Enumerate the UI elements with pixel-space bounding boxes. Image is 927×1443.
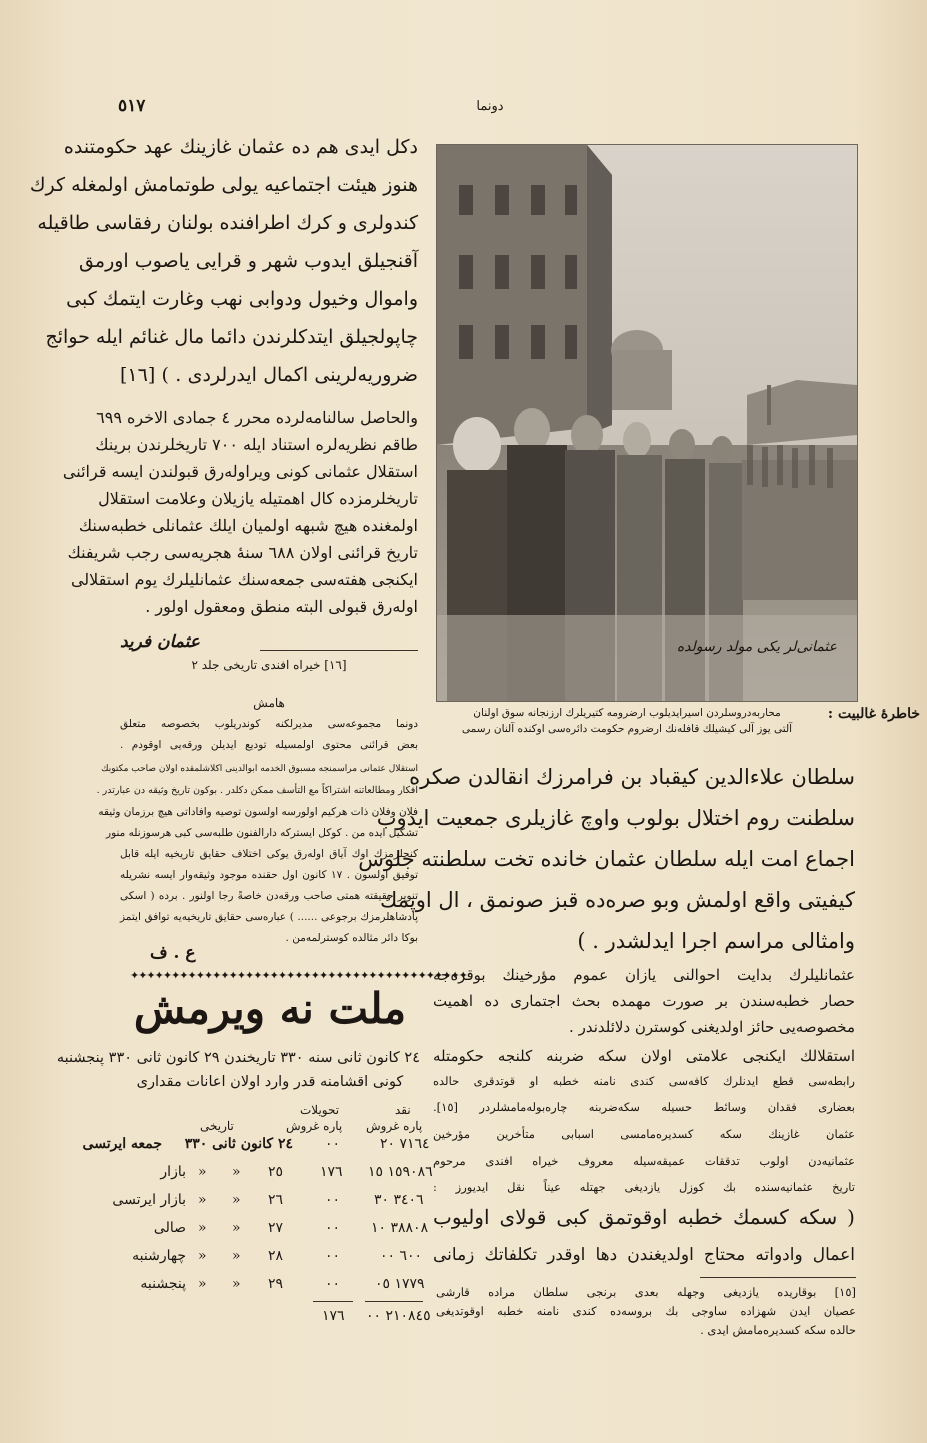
photograph bbox=[436, 144, 858, 702]
cell-naqd: ٦٠٠ ٠٠ bbox=[380, 1248, 423, 1264]
footnote-rule bbox=[700, 1277, 856, 1278]
caption-line: محاربه‌دروسلردن اسیرایدیلوب ارضرومه کتیریلرك ارزنجانه سوق اولنان bbox=[473, 707, 781, 719]
text-line: عثمانلیلرك بدایت احوالنی یازان عموم مؤرخینك بوقره‌جه bbox=[433, 966, 855, 984]
hamish-line: بعض قرائنی محتوی اولمسیله تودیع ایدیلن ورقه‌یی اوقودم . bbox=[120, 739, 418, 751]
text-line: واموال وخیول ودوابی نهب وغارت ایتمك کبی bbox=[66, 288, 418, 310]
hamish-line: افکار ومطالعاتنه اشتراکاً مع التأسف ممکن دکلدر . بوکون تاریخ وثیقه دن عبارتدر . bbox=[96, 785, 418, 796]
text-line: اولمغنده هیچ شبهه اولمیان ایلك عثمانلی خطبه‌سنك bbox=[78, 516, 418, 535]
cell-date: ٢٧ bbox=[268, 1220, 284, 1236]
text-line: کیفیتی واقع اولمش وبو صره‌ده قبز صونمق ، ال اوپمك bbox=[380, 888, 855, 912]
ditto-mark: » bbox=[198, 1276, 207, 1292]
text-line: تاریخ قرائنی اولان ٦٨٨ سنهٔ هجریه‌سی رجب شریفنك bbox=[67, 543, 418, 562]
hamish-title: هامش bbox=[253, 696, 285, 710]
ditto-mark: » bbox=[232, 1192, 241, 1208]
cell-tahvilat: ٠٠ bbox=[325, 1248, 341, 1264]
ditto-mark: » bbox=[232, 1220, 241, 1236]
cell-day: بازار bbox=[160, 1164, 186, 1180]
cell-tahvilat: ٠٠ bbox=[325, 1276, 341, 1292]
hamish-line: توفیق اولسون . ١٧ کانون اول حقنده موجود وثیقه‌وار ایسه نشریله bbox=[120, 869, 418, 881]
cell-day: بازار ایرتسی bbox=[112, 1192, 186, 1208]
page-number: ٥١٧ bbox=[118, 96, 146, 116]
text-line: آقنجیلق ایدوب شهر و قرایی یاصوب اورمق bbox=[79, 250, 418, 272]
cell-tahvilat: ٠٠ bbox=[325, 1192, 341, 1208]
quote-line: ( سکه کسمك خطبه اوقوتمق کبی قولای اولیوب bbox=[433, 1205, 855, 1229]
cell-date: ٢٨ bbox=[268, 1248, 284, 1264]
text-line: رابطه‌سی قطع ایدنلرك کافه‌سی کندی نامنه خطبه او قوتدقری حالده bbox=[433, 1074, 855, 1088]
footnote-15-line: عصیان ایدن شهزاده ساوجی بك بروسه‌ده کندی نامنه خطبه اوقوتدیغی bbox=[436, 1304, 856, 1318]
cell-naqd: ١٥٩٠٨٦ ١٥ bbox=[368, 1164, 433, 1180]
column-header-tahvilat: تحویلات bbox=[300, 1103, 340, 1117]
total-rule-tahvilat bbox=[313, 1301, 353, 1302]
ditto-mark: » bbox=[232, 1276, 241, 1292]
text-line: استقلال عثمانی کونی ویراوله‌رق قبولندن ایسه قرائنی bbox=[62, 462, 418, 481]
text-line: عثمانیه‌دن اولوب تدققات عمیقه‌سیله معروف خیراه افندی مرحوم bbox=[433, 1154, 855, 1168]
caption-line: آلتی یوز آلی کیشیلك قافله‌نك ارضروم حکومت دائره‌سی اوکنده آلنان رسمی bbox=[461, 723, 793, 735]
text-line: استقلالك ایکنجی علامتی اولان سکه ضربنه کلنجه حکومتله bbox=[433, 1047, 855, 1065]
text-line: سلطان علاءالدین کیقباد بن فرامرزك انقالدن صکره bbox=[409, 765, 855, 789]
total-naqd: ٢١٠٨٤٥ ٠٠ bbox=[366, 1308, 431, 1324]
cell-date: ٢٤ کانون ثانی ٣٣٠ bbox=[184, 1136, 293, 1152]
text-line: وامثالی مراسم اجرا ایدلشدر . ) bbox=[577, 929, 855, 953]
caption-title: خاطرهٔ غالبیت : bbox=[827, 706, 920, 722]
ditto-mark: » bbox=[232, 1248, 241, 1264]
column-header-naqd: نقد bbox=[395, 1103, 411, 1117]
footnote-15-line: حالده سکه کسدیره‌مامش ایدی . bbox=[700, 1323, 856, 1337]
text-line: طاقم نظریه‌لره استناد ایله ٧٠٠ تاریخلرندن برینك bbox=[95, 435, 418, 454]
footnote-15-line: [١٥] بوقاریده یازدیغی وجهله بعدی برنجی سلطان مراده قارشی bbox=[436, 1285, 856, 1299]
text-line: تاریخلرمزده کال اهمتیله یازیلان وعلامت استقلال bbox=[98, 489, 418, 508]
column-header-naqd-units: پاره غروش bbox=[366, 1119, 423, 1133]
hamish-line: تنویر حقیقته همتی صاحب ورقه‌دن خاصةً رجا اولنور . برده ( اسکی bbox=[120, 890, 418, 902]
quote-line: اعمال وادواته محتاج اولدیغندن دها اوقدر تکلفاتك زمانی bbox=[433, 1245, 855, 1265]
total-rule-naqd bbox=[365, 1301, 423, 1302]
column-header-tarih: تاریخی bbox=[200, 1119, 234, 1133]
ornament-divider: ✦✦✦✦✦✦✦✦✦✦✦✦✦✦✦✦✦✦✦✦✦✦✦✦✦✦✦✦✦✦✦✦✦✦✦✦✦✦✦✦✦ bbox=[130, 969, 467, 982]
cell-date: ٢٩ bbox=[268, 1276, 284, 1292]
hamish-line: بوکا دائر مثالده کوسترلمه‌من . bbox=[285, 932, 418, 944]
text-line: اوله‌رق قبولی البته منطق ومعقول اولور . bbox=[145, 597, 418, 616]
author-signature: عثمان فرید bbox=[120, 632, 200, 652]
text-line: سلطنت روم اختلال بولوب واوچ غازیلری جمعیت ایدوب bbox=[376, 806, 855, 830]
text-line: حصار خطبه‌سندن بر صورت مهمده بحث اجتماری ده اهمیت bbox=[433, 992, 855, 1010]
footnote-rule bbox=[260, 650, 418, 651]
text-line: دکل ایدی هم ده عثمان غازینك عهد حکومتنده bbox=[63, 136, 418, 158]
ditto-mark: » bbox=[198, 1164, 207, 1180]
text-line: مخصوصه‌یی حائز اولدیغنی کوسترن دلائلدندر . bbox=[569, 1018, 855, 1036]
running-title: دونما bbox=[476, 99, 504, 114]
text-line: بعضاری فقدان وسائط حسیله سکه‌ضربنه چاره‌بوله‌مامشلردر [١٥]. bbox=[433, 1100, 855, 1114]
cell-day: جمعه ایرتسی bbox=[82, 1136, 162, 1152]
ditto-mark: » bbox=[232, 1164, 241, 1180]
cell-date: ٢٦ bbox=[268, 1192, 284, 1208]
hamish-line: تشکیل ایده من . کوکل ایسترکه دارالفنون طلبه‌سی کبی هرسوزنله منور bbox=[106, 827, 418, 839]
cell-tahvilat: ١٧٦ bbox=[320, 1164, 343, 1180]
text-line: عثمان غازینك سکه کسدیره‌مامسی اسبابی متأخرین مؤرخین bbox=[433, 1127, 855, 1141]
footnote-16: [١٦] خیراه افندی تاریخی جلد ٢ bbox=[191, 658, 347, 672]
hamish-line: استقلال عثمانی مراسمنجه مسبوق الخدمه ابوالدینی اکلاشلمقده اولان صاحب مکتوبك bbox=[101, 764, 418, 774]
text-line: هنوز هیئت اجتماعیه یولی طوتمامش اولمغله کرك bbox=[29, 174, 418, 196]
article-headline: ملت نه ویرمش bbox=[133, 984, 407, 1033]
article-subtitle: ٢٤ کانون ثانی سنه ٣٣٠ تاریخندن ٢٩ کانون ثانی ٣٣٠ پنجشنبه bbox=[56, 1050, 420, 1066]
text-line: ایکنجی هفته‌سی جمعه‌سنك عثمانلیلرك یوم استقلالی bbox=[70, 570, 418, 589]
cell-naqd: ٧١٦٤ ٢٠ bbox=[380, 1136, 430, 1152]
text-line: کندولری و کرك اطرافنده بولنان رفقاسی طاقیله bbox=[37, 212, 418, 234]
cell-day: پنجشنبه bbox=[140, 1276, 186, 1292]
hamish-line: دونما مجموعه‌سی مدیرلکنه کوندریلوب بخصوصه متعلق bbox=[120, 718, 418, 730]
total-tahvilat: ١٧٦ bbox=[322, 1308, 345, 1324]
hamish-signature: ع . ف bbox=[150, 943, 196, 963]
cell-day: چهارشنبه bbox=[132, 1248, 186, 1264]
photo-inscription: عثمانی‌لر یکی مولد رسولده bbox=[676, 639, 837, 655]
hamish-line: کنجلرمزك اوك آیاق اوله‌رق یوکی اختلاف حقایق تاریخیه ایله قابل bbox=[120, 848, 418, 860]
text-line: ضروریه‌لرینی اکمال ایدرلردی . ) [١٦] bbox=[120, 364, 418, 386]
cell-naqd: ١٧٧٩ ٠٥ bbox=[375, 1276, 425, 1292]
text-line: تاریخ عثمانیه‌سنده بك کوزل یازدیغی جهتله عیناً نقل ایدیورز : bbox=[433, 1180, 855, 1194]
text-line: اجماع امت ایله سلطان عثمان خانده تخت سلطنته جلوس bbox=[358, 847, 855, 871]
cell-tahvilat: ٠٠ bbox=[325, 1136, 341, 1152]
cell-day: صالی bbox=[153, 1220, 186, 1236]
text-line: چاپولجیلق ایتدکلرندن دائما مال غنائم ایله حوائج bbox=[45, 326, 418, 348]
column-header-tahvilat-units: پاره غروش bbox=[286, 1119, 343, 1133]
cell-tahvilat: ٠٠ bbox=[325, 1220, 341, 1236]
hamish-line: فلان وفلان ذات هرکیم اولورسه اولسون توصیه وافاداتی هیچ برزمان وثیقه bbox=[98, 806, 418, 818]
cell-date: ٢٥ bbox=[268, 1164, 284, 1180]
cell-naqd: ٣٨٨٠٨ ١٠ bbox=[371, 1220, 429, 1236]
text-line: والحاصل سالنامه‌لرده محرر ٤ جمادی الاخره ٦٩٩ bbox=[96, 408, 418, 427]
hamish-line: پادشاهلرمزك برجوعی ...... ) عباره‌سی حقایق تاریخیه‌یه توافق ایتمز bbox=[120, 911, 418, 923]
article-subtitle: کونی اقشامنه قدر وارد اولان اعانات مقداری bbox=[136, 1074, 404, 1090]
ditto-mark: » bbox=[198, 1220, 207, 1236]
ditto-mark: » bbox=[198, 1248, 207, 1264]
ditto-mark: » bbox=[198, 1192, 207, 1208]
cell-naqd: ٣٤٠٦ ٣٠ bbox=[374, 1192, 424, 1208]
